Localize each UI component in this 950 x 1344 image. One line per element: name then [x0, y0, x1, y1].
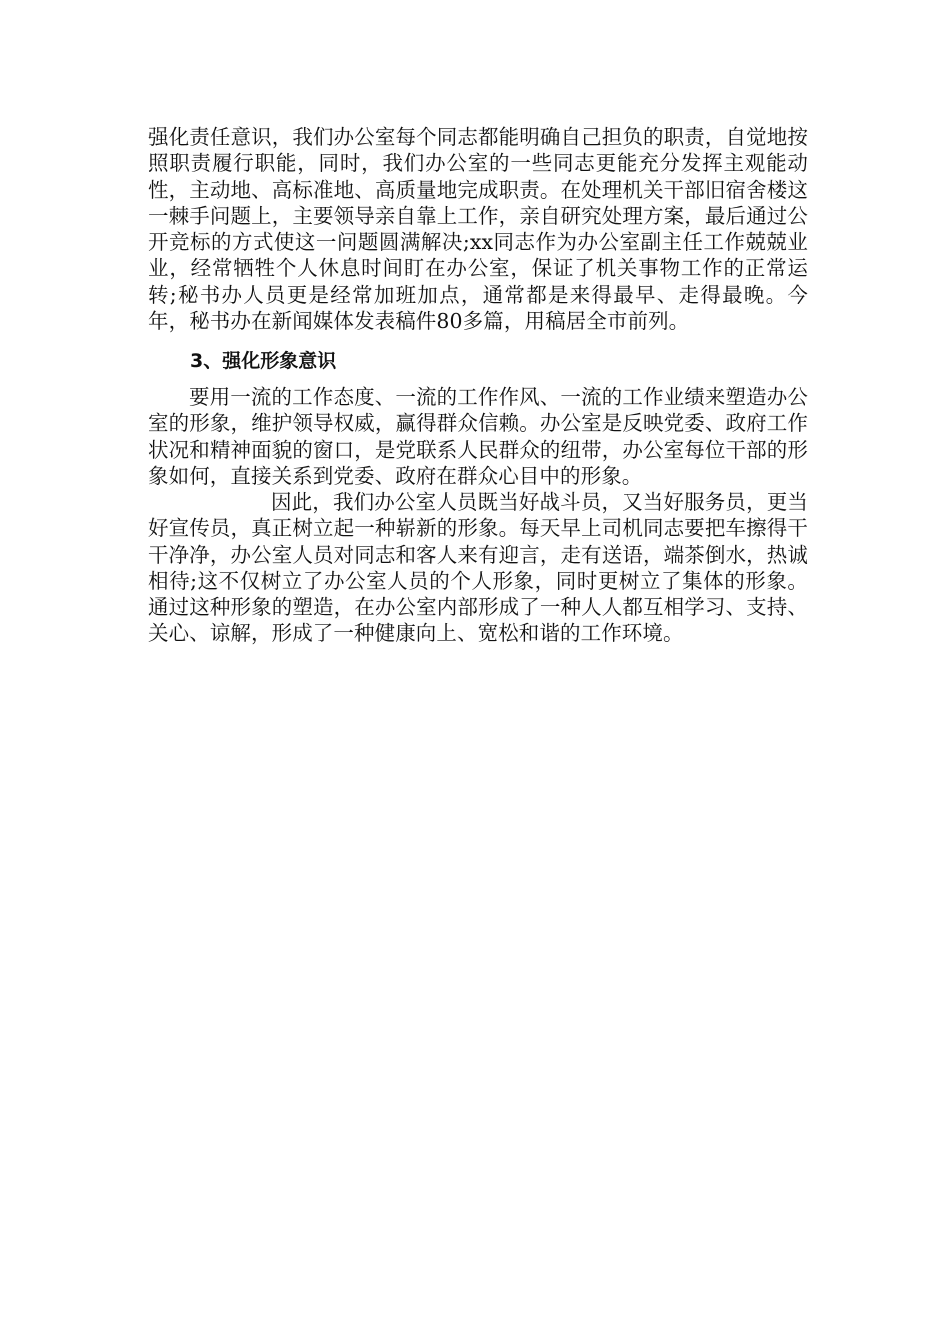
paragraph-office-image: 要用一流的工作态度、一流的工作作风、一流的工作业绩来塑造办公室的形象，维护领导权威，赢得群众信赖。办公室是反映党委、政府工作状况和精神面貌的窗口，是党联系人民群众的纽带，办公室每位干部的形象如何，直接关系到党委、政府在群众心目中的形象。 — [148, 385, 808, 488]
paragraph-new-image: 因此，我们办公室人员既当好战斗员，又当好服务员，更当好宣传员，真正树立起一种崭新的形象。每天早上司机同志要把车擦得干干净净，办公室人员对同志和客人来有迎言，走有送语，端茶倒水，热诚相待;这不仅树立了办公室人员的个人形象，同时更树立了集体的形象。通过这种形象的塑造，在办公室内部形成了一种人人都互相学习、支持、关心、谅解，形成了一种健康向上、宽松和谐的工作环境。 — [148, 490, 808, 646]
section-heading-image-awareness: 3、强化形象意识 — [190, 350, 337, 372]
paragraph-responsibility: 强化责任意识，我们办公室每个同志都能明确自己担负的职责，自觉地按照职责履行职能，同时，我们办公室的一些同志更能充分发挥主观能动性，主动地、高标准地、高质量地完成职责。在处理机关干部旧宿舍楼这一棘手问题上，主要领导亲自靠上工作，亲自研究处理方案，最后通过公开竞标的方式使这一问题圆满解决;xx同志作为办公室副主任工作兢兢业业，经常牺牲个人休息时间盯在办公室，保证了机关事物工作的正常运转;秘书办人员更是经常加班加点，通常都是来得最早、走得最晚。今年，秘书办在新闻媒体发表稿件80多篇，用稿居全市前列。 — [148, 125, 808, 334]
